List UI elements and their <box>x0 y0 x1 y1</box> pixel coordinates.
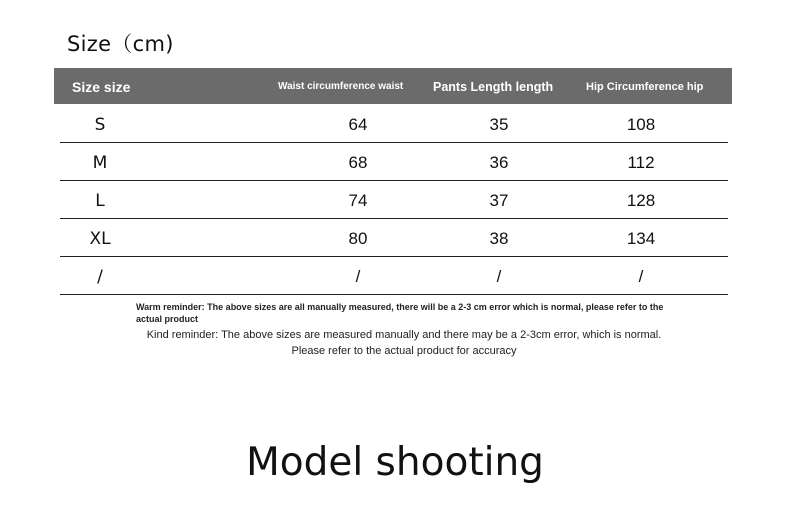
table-row <box>60 219 728 257</box>
length-cell: / <box>496 267 502 286</box>
hip-cell: 112 <box>627 153 655 172</box>
length-cell: 38 <box>489 229 509 248</box>
waist-cell: 68 <box>348 153 368 172</box>
table-row <box>60 257 728 295</box>
header-hip: Hip Circumference hip <box>586 81 704 93</box>
size-cell: L <box>95 191 105 211</box>
size-table-body <box>60 105 728 295</box>
waist-cell: 64 <box>348 115 368 134</box>
waist-cell: 80 <box>348 229 368 248</box>
section-heading: Model shooting <box>246 440 544 485</box>
table-row <box>60 181 728 219</box>
length-cell: 37 <box>489 191 509 210</box>
hip-cell: 108 <box>626 115 656 134</box>
header-size: Size size <box>72 79 131 95</box>
waist-cell: 74 <box>348 191 368 210</box>
length-cell: 36 <box>489 153 509 172</box>
length-cell: 35 <box>489 115 509 134</box>
size-cell: XL <box>89 229 111 249</box>
table-row <box>60 105 728 143</box>
header-waist: Waist circumference waist <box>278 81 404 92</box>
size-cell: S <box>94 115 106 135</box>
kind-reminder-line-2: Please refer to the actual product for accuracy <box>291 344 517 357</box>
kind-reminder-line-1: Kind reminder: The above sizes are measured manually and there may be a 2-3cm error, which is normal. <box>146 329 662 341</box>
table-header <box>54 68 732 104</box>
hip-cell: / <box>638 267 644 286</box>
page-title: Size（cm) <box>67 32 174 56</box>
kind-reminder <box>105 328 703 359</box>
hip-cell: 134 <box>626 229 656 248</box>
size-cell: M <box>92 153 108 173</box>
warm-reminder: Warm reminder: The above sizes are all manually measured, there will be a 2-3 cm error which is normal, please refer to the actual product <box>136 302 664 324</box>
hip-cell: 128 <box>626 191 656 210</box>
table-row <box>60 143 728 181</box>
size-cell: / <box>97 267 103 287</box>
waist-cell: / <box>355 267 361 286</box>
header-pants-length: Pants Length length <box>433 80 554 94</box>
